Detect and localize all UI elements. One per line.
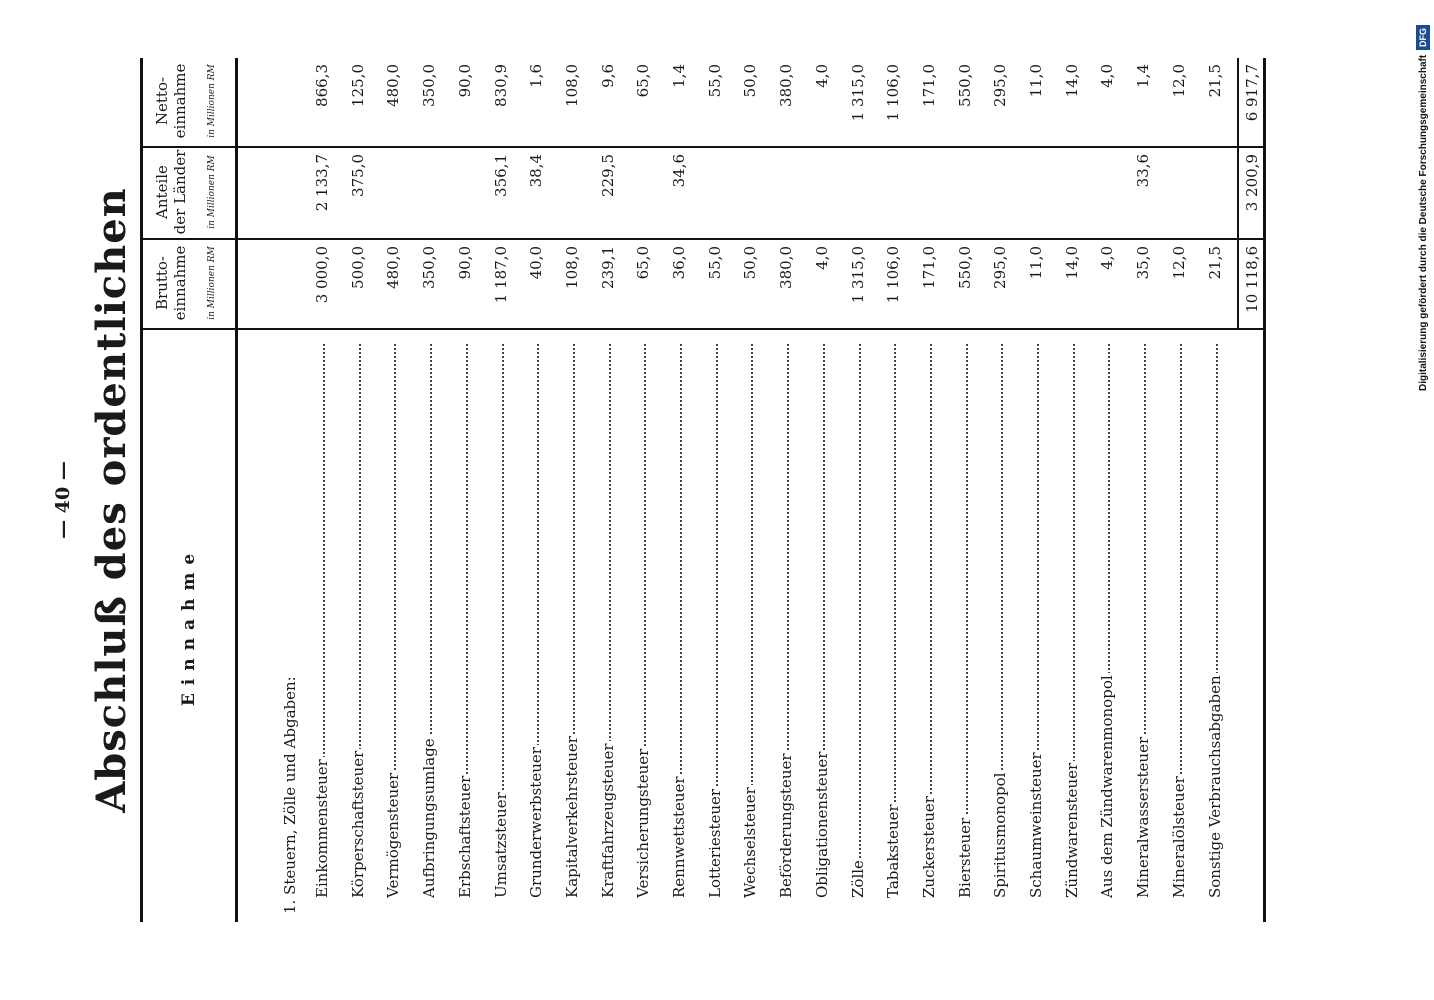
table-row: [706, 58, 736, 922]
row-label-text: Kapitalverkehrsteuer: [562, 736, 581, 898]
header-netto-line2: einnahme: [171, 63, 189, 139]
cell-anteile: 34,6: [670, 154, 688, 188]
row-label: [1063, 338, 1081, 898]
header-anteile: [143, 146, 235, 240]
cell-netto: 108,0: [562, 64, 581, 107]
cell-brutto: 50,0: [741, 246, 760, 280]
header-netto-line1: Netto-: [153, 76, 171, 126]
table-row: [1170, 58, 1200, 922]
cell-anteile: 229,5: [598, 154, 617, 197]
row-label-text: Lotteriesteuer: [705, 788, 724, 898]
cell-brutto: 550,0: [955, 246, 974, 289]
table-row: [1098, 58, 1128, 922]
row-label-text: Zölle: [848, 860, 867, 898]
cell-brutto: 1 187,0: [491, 246, 510, 304]
cell-anteile: 38,4: [527, 154, 546, 188]
row-label-text: Zündwarensteuer: [1062, 762, 1081, 898]
row-label-text: Kraftfahrzeugsteuer: [598, 743, 617, 898]
row-label: [634, 338, 652, 898]
cell-netto: 171,0: [919, 64, 938, 107]
cell-brutto: 380,0: [777, 246, 796, 289]
cell-brutto: 35,0: [1134, 246, 1153, 280]
cell-netto: 4,0: [812, 64, 831, 88]
header-anteile-line1: Anteile: [153, 165, 171, 219]
header-description: Einnahme: [179, 545, 199, 707]
row-label-text: Versicherungsteuer: [634, 748, 653, 898]
cell-netto: 550,0: [955, 64, 974, 107]
page-number: — 40 —: [52, 461, 74, 539]
cell-netto: 380,0: [777, 64, 796, 107]
sum-rule: [1237, 148, 1239, 240]
row-label: [813, 338, 831, 898]
row-label: [1206, 338, 1224, 898]
table-row: [1134, 58, 1164, 922]
row-label: [349, 338, 367, 898]
row-label: [920, 338, 938, 898]
cell-netto: 90,0: [455, 64, 474, 98]
table-row: [1063, 58, 1093, 922]
sum-rule: [1237, 240, 1239, 330]
table-row: [456, 58, 486, 922]
table-row: [1206, 58, 1236, 922]
page-title: Abschluß des ordentlichen: [88, 187, 135, 813]
cell-brutto: 1 315,0: [848, 246, 867, 304]
row-label-text: Erbschaftsteuer: [455, 775, 474, 898]
credit-text: Digitalisierung gefördert durch die Deutsche Forschungsgemeinschaft: [1418, 54, 1429, 391]
table-header: [143, 58, 238, 922]
sum-rule: [1237, 58, 1239, 148]
cell-netto: 866,3: [313, 64, 331, 107]
digitization-credit: [1414, 6, 1430, 391]
table-row: [313, 58, 343, 922]
row-label-text: Zuckersteuer: [919, 796, 938, 898]
cell-brutto: 239,1: [598, 246, 617, 289]
header-brutto: [143, 238, 235, 330]
cell-anteile: 2 133,7: [313, 154, 331, 212]
header-anteile-line2: der Länder: [171, 149, 189, 235]
cell-netto: 295,0: [991, 64, 1010, 107]
cell-netto: 50,0: [741, 64, 760, 98]
cell-brutto: 14,0: [1062, 246, 1081, 280]
header-netto: [143, 56, 235, 148]
row-label-text: Wechselsteuer: [741, 787, 760, 898]
section-label: 1. Steuern, Zölle und Abgaben:: [281, 676, 299, 914]
table-row: [670, 58, 700, 922]
total-netto: 6 917,7: [1243, 64, 1261, 122]
row-label-text: Mineralölsteuer: [1169, 776, 1188, 898]
header-brutto-line1: Brutto-: [153, 256, 171, 311]
row-label-text: Einkommensteuer: [313, 759, 331, 898]
row-label: [1134, 338, 1152, 898]
cell-brutto: 480,0: [384, 246, 403, 289]
dfg-logo: DFG: [1416, 25, 1430, 50]
cell-anteile: 356,1: [491, 154, 510, 197]
cell-anteile: 375,0: [348, 154, 367, 197]
row-label-text: Rennwettsteuer: [670, 776, 688, 898]
cell-anteile: 33,6: [1134, 154, 1153, 188]
table-row: [920, 58, 950, 922]
row-label-text: Grunderwerbsteuer: [527, 747, 546, 898]
table-row: [991, 58, 1021, 922]
row-label-text: Beförderungsteuer: [777, 753, 796, 898]
cell-brutto: 40,0: [527, 246, 546, 280]
cell-brutto: 90,0: [455, 246, 474, 280]
table-row: [813, 58, 843, 922]
row-label-text: Tabaksteuer: [884, 804, 903, 898]
row-label: [420, 338, 438, 898]
table-row: [1027, 58, 1057, 922]
cell-brutto: 55,0: [705, 246, 724, 280]
cell-brutto: 295,0: [991, 246, 1010, 289]
cell-netto: 1,4: [670, 64, 688, 88]
row-label-text: Körperschaftsteuer: [348, 750, 367, 898]
cell-netto: 12,0: [1169, 64, 1188, 98]
table-row: [349, 58, 379, 922]
cell-brutto: 12,0: [1169, 246, 1188, 280]
cell-netto: 21,5: [1205, 64, 1224, 98]
table-row: [527, 58, 557, 922]
row-label: [777, 338, 795, 898]
table-row: [741, 58, 771, 922]
cell-brutto: 11,0: [1027, 246, 1045, 280]
row-label: [1027, 338, 1045, 898]
total-brutto: 10 118,6: [1243, 246, 1261, 313]
cell-brutto: 65,0: [634, 246, 653, 280]
table-row: [420, 58, 450, 922]
cell-netto: 1,4: [1134, 64, 1153, 88]
cell-netto: 14,0: [1062, 64, 1081, 98]
row-label: [313, 338, 331, 898]
row-label-text: Umsatzsteuer: [491, 792, 510, 898]
cell-netto: 1,6: [527, 64, 546, 88]
row-label: [492, 338, 510, 898]
cell-netto: 480,0: [384, 64, 403, 107]
cell-netto: 830,9: [491, 64, 510, 107]
row-label: [706, 338, 724, 898]
row-label-text: Obligationensteuer: [812, 751, 831, 898]
cell-netto: 55,0: [705, 64, 724, 98]
cell-netto: 125,0: [348, 64, 367, 107]
row-label: [849, 338, 867, 898]
row-label-text: Sonstige Verbrauchsabgaben: [1205, 675, 1224, 898]
row-label: [456, 338, 474, 898]
cell-brutto: 4,0: [1098, 246, 1117, 270]
header-netto-unit: in Millionen RM: [207, 64, 217, 138]
row-label-text: Biersteuer: [955, 817, 974, 898]
row-label: [563, 338, 581, 898]
cell-brutto: 1 106,0: [884, 246, 903, 304]
total-anteile: 3 200,9: [1243, 154, 1261, 212]
cell-brutto: 21,5: [1205, 246, 1224, 280]
row-label-text: Aus dem Zündwarenmonopol: [1098, 675, 1117, 898]
row-label: [884, 338, 902, 898]
cell-netto: 350,0: [420, 64, 439, 107]
row-label-text: Mineralwassersteuer: [1134, 736, 1153, 898]
table-row: [777, 58, 807, 922]
cell-netto: 11,0: [1027, 64, 1045, 98]
table-row: [634, 58, 664, 922]
cell-brutto: 350,0: [420, 246, 439, 289]
cell-brutto: 4,0: [812, 246, 831, 270]
table-row: [492, 58, 522, 922]
table-row: [384, 58, 414, 922]
table-row: [599, 58, 629, 922]
revenue-table: [140, 58, 1266, 922]
row-label: [1098, 338, 1116, 898]
row-label: [956, 338, 974, 898]
cell-netto: 4,0: [1098, 64, 1117, 88]
row-label: [991, 338, 1009, 898]
cell-netto: 65,0: [634, 64, 653, 98]
row-label: [527, 338, 545, 898]
header-brutto-line2: einnahme: [171, 245, 189, 321]
cell-brutto: 108,0: [562, 246, 581, 289]
cell-brutto: 36,0: [670, 246, 688, 280]
row-label: [670, 338, 688, 898]
row-label-text: Aufbringungsumlage: [420, 738, 439, 898]
table-row: [956, 58, 986, 922]
row-label: [384, 338, 402, 898]
cell-brutto: 3 000,0: [313, 246, 331, 304]
row-label: [1170, 338, 1188, 898]
cell-netto: 1 315,0: [848, 64, 867, 122]
row-label-text: Vermögensteuer: [384, 772, 403, 898]
row-label-text: Spiritusmonopol: [991, 772, 1010, 898]
cell-brutto: 171,0: [919, 246, 938, 289]
cell-netto: 1 106,0: [884, 64, 903, 122]
cell-brutto: 500,0: [348, 246, 367, 289]
table-row: [849, 58, 879, 922]
row-label: [599, 338, 617, 898]
row-label-text: Schaumweinsteuer: [1027, 752, 1045, 898]
cell-netto: 9,6: [598, 64, 617, 88]
row-label: [741, 338, 759, 898]
table-row: [884, 58, 914, 922]
table-row: [563, 58, 593, 922]
header-anteile-unit: in Millionen RM: [207, 155, 217, 229]
header-brutto-unit: in Millionen RM: [207, 246, 217, 320]
